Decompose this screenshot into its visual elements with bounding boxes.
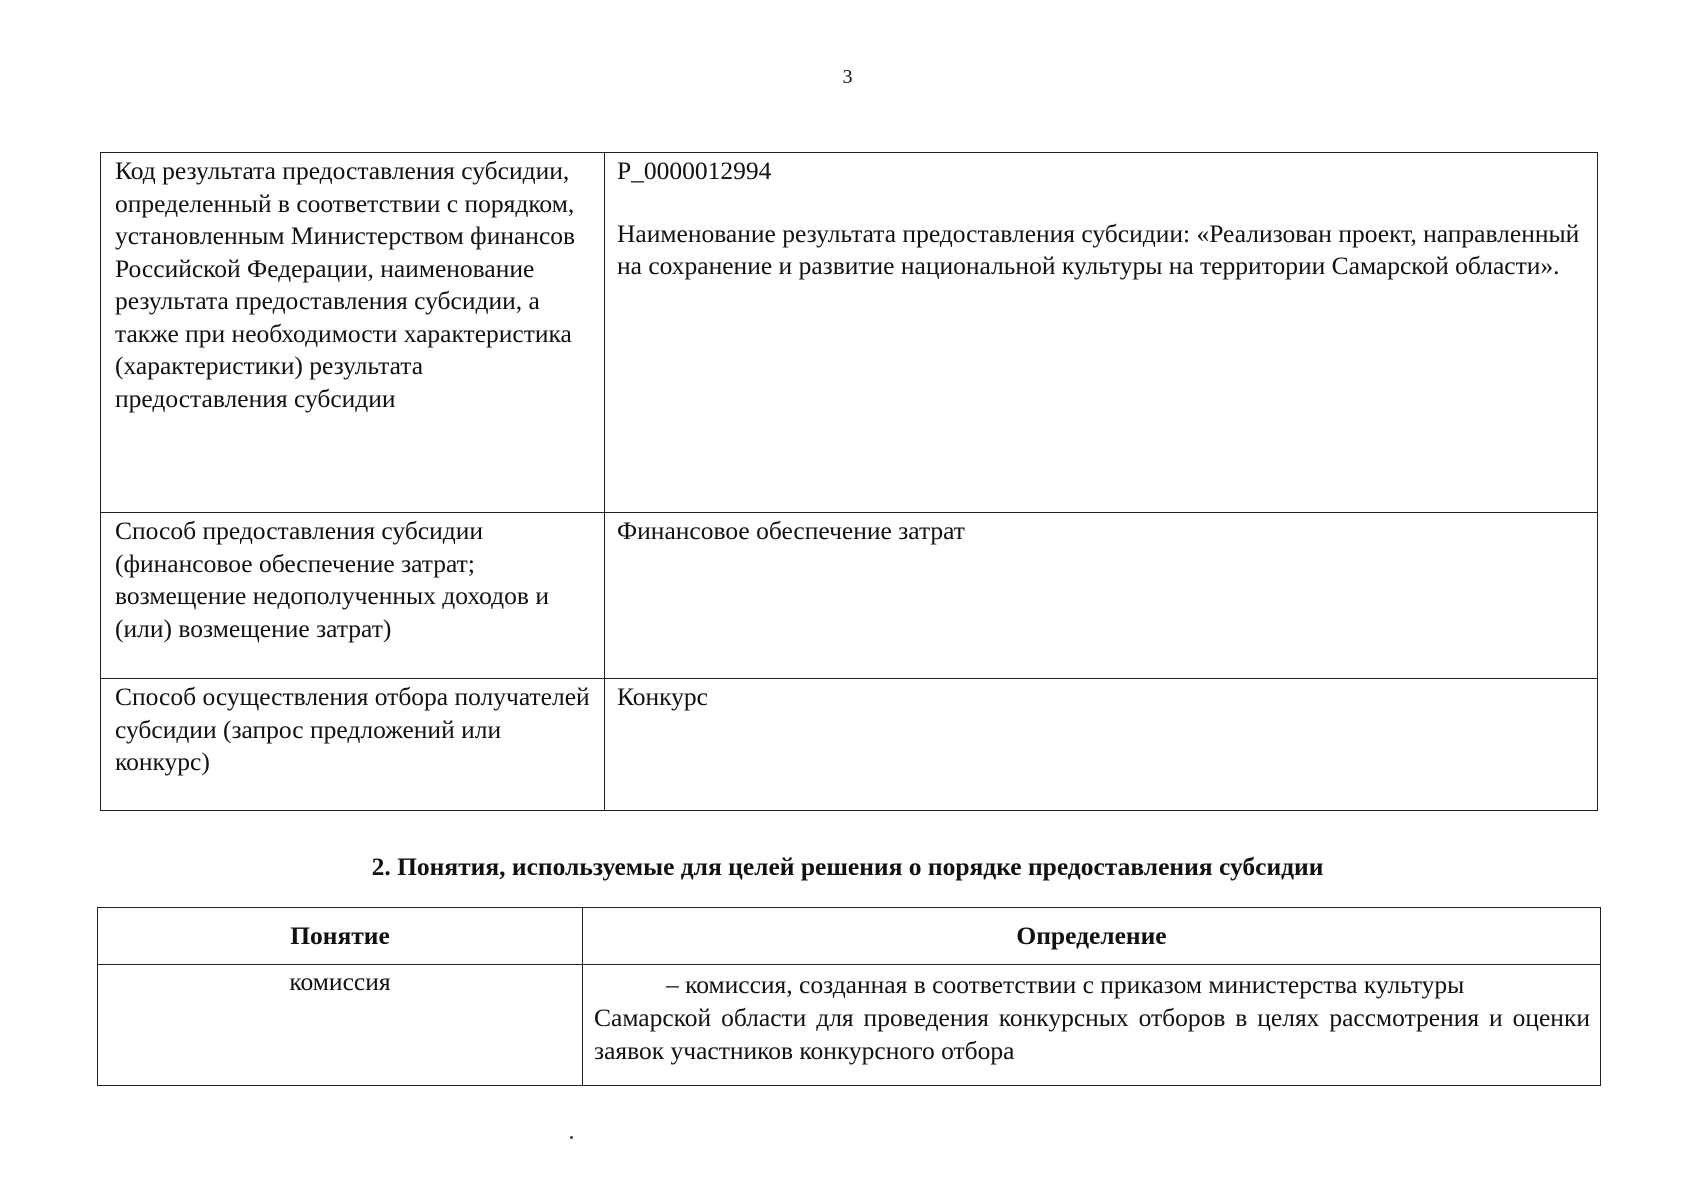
table-row bbox=[101, 513, 1598, 679]
concept-term: комиссия bbox=[98, 965, 583, 1086]
result-code-label: Код результата предоставления субсидии, определенный в соответствии с порядком, установленным Министерством финансов Российской Федерации, наименование результата предоставления субсидии, а также при необходимости характеристика (характеристики) результата предоставления субсидии bbox=[101, 153, 605, 513]
definition-continuation: Самарской области для проведения конкурсных отборов в целях рассмотрения и оценки заявок участников конкурсного отбора bbox=[594, 1003, 1590, 1065]
table-row bbox=[98, 965, 1601, 1086]
page-number: 3 bbox=[842, 66, 853, 88]
provision-method-value: Финансовое обеспечение затрат bbox=[605, 513, 1598, 679]
subsidy-info-table bbox=[100, 152, 1598, 811]
selection-method-label: Способ осуществления отбора получателей субсидии (запрос предложений или конкурс) bbox=[101, 679, 605, 811]
column-header-definition: Определение bbox=[583, 908, 1601, 965]
concepts-table bbox=[97, 907, 1601, 1086]
definition-first-line: – комиссия, созданная в соответствии с приказом министерства культуры bbox=[666, 970, 1465, 999]
table-row bbox=[101, 679, 1598, 811]
table-row bbox=[101, 153, 1598, 513]
section-title: 2. Понятия, используемые для целей решения о порядке предоставления субсидии bbox=[371, 852, 1324, 881]
provision-method-label: Способ предоставления субсидии (финансовое обеспечение затрат; возмещение недополученных доходов и (или) возмещение затрат) bbox=[101, 513, 605, 679]
column-header-concept: Понятие bbox=[98, 908, 583, 965]
concept-definition bbox=[583, 965, 1601, 1086]
result-code-value bbox=[605, 153, 1598, 513]
result-description: Наименование результата предоставления субсидии: «Реализован проект, направленный на сохранение и развитие национальной культуры на территории Самарской области». bbox=[617, 218, 1580, 280]
scan-speck bbox=[570, 1136, 573, 1139]
table-header-row bbox=[98, 908, 1601, 965]
selection-method-value: Конкурс bbox=[605, 679, 1598, 811]
result-code: Р_0000012994 bbox=[617, 156, 772, 185]
